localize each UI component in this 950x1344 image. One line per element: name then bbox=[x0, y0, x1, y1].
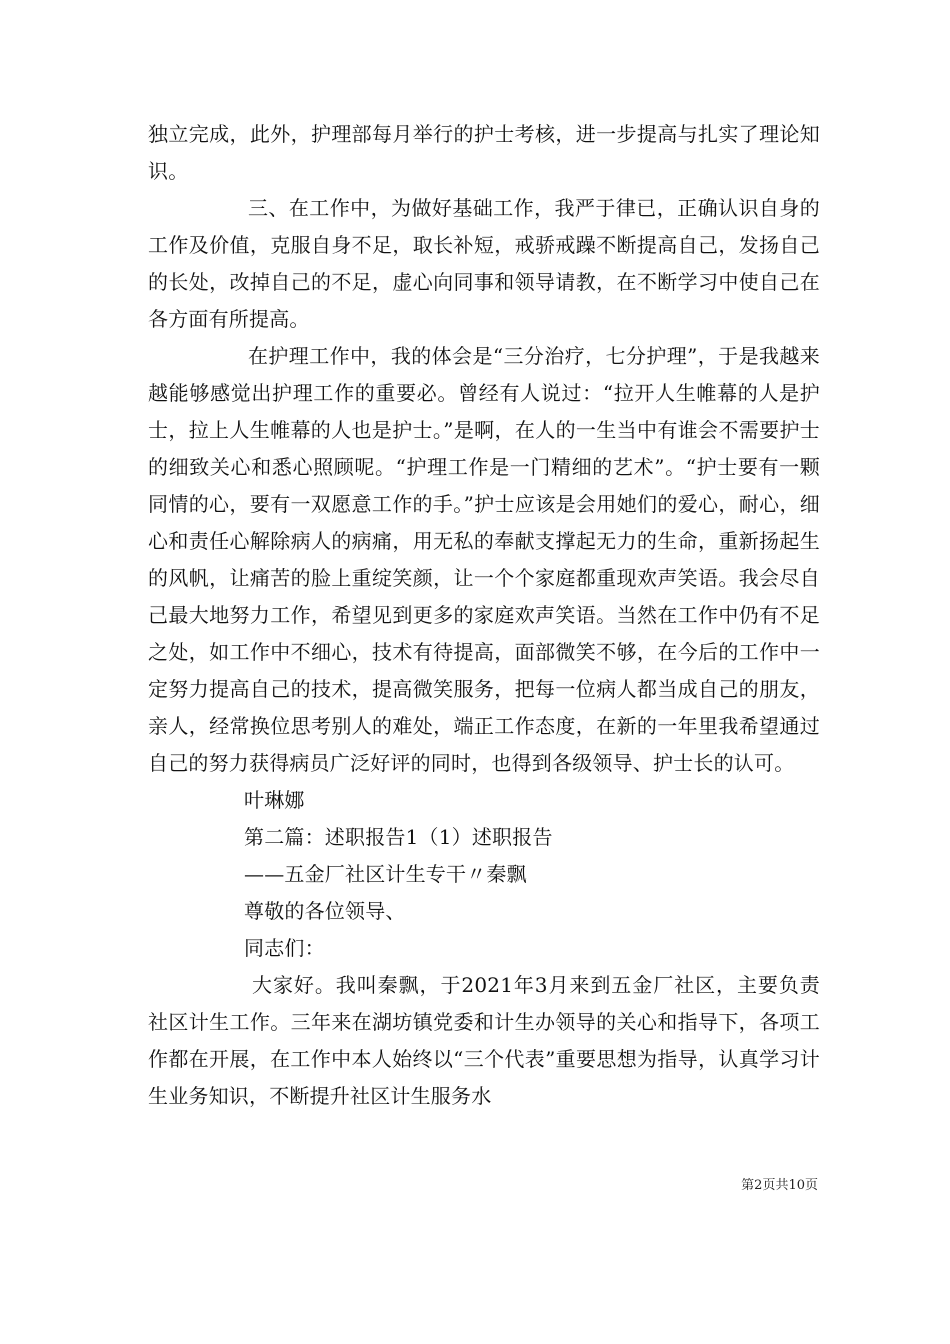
paragraph-continued: 独立完成，此外，护理部每月举行的护士考核，进一步提高与扎实了理论知识。 bbox=[148, 122, 820, 183]
author-name: 叶琳娜 bbox=[244, 788, 305, 812]
paragraph-introduction: 大家好。我叫秦飘，于2021年3月来到五金厂社区，主要负责社区计生工作。三年来在湖坊镇党委和计生办领导的关心和指导下，各项工作都在开展，在工作中本人始终以“三个代表”重要思想为指导，认真学习计生业务知识，不断提升社区计生服务水 bbox=[148, 973, 820, 1108]
page-number-footer: 第2页共10页 bbox=[741, 1178, 818, 1193]
paragraph-section-three: 三、在工作中，为做好基础工作，我严于律已，正确认识自身的工作及价值，克服自身不足，取长补短，戒骄戒躁不断提高自己，发扬自己的长处，改掉自己的不足，虚心向同事和领导请教，在不断学习中使自己在各方面有所提高。 bbox=[148, 196, 820, 331]
salutation-line-2: 同志们： bbox=[244, 936, 325, 960]
document-body bbox=[148, 116, 820, 1115]
paragraph-nursing-experience: 在护理工作中，我的体会是“三分治疗，七分护理”，于是我越来越能够感觉出护理工作的重要必。曾经有人说过：“拉开人生帷幕的人是护士，拉上人生帷幕的人也是护士。”是啊，在人的一生当中有谁会不需要护士的细致关心和悉心照顾呢。“护理工作是一门精细的艺术”。“护士要有一颗同情的心，要有一双愿意工作的手。”护士应该是会用她们的爱心，耐心，细心和责任心解除病人的病痛，用无私的奉献支撑起无力的生命，重新扬起生的风帆，让痛苦的脸上重绽笑颜，让一个个家庭都重现欢声笑语。我会尽自己最大地努力工作，希望见到更多的家庭欢声笑语。当然在工作中仍有不足之处，如工作中不细心，技术有待提高，面部微笑不够，在今后的工作中一定努力提高自己的技术，提高微笑服务，把每一位病人都当成自己的朋友，亲人，经常换位思考别人的难处，端正工作态度，在新的一年里我希望通过自己的努力获得病员广泛好评的同时，也得到各级领导、护士长的认可。 bbox=[148, 344, 820, 775]
section-subtitle: ——五金厂社区计生专干〃秦飘 bbox=[244, 862, 527, 886]
section-title: 第二篇：述职报告1（1）述职报告 bbox=[244, 825, 553, 849]
salutation-line-1: 尊敬的各位领导、 bbox=[244, 899, 406, 923]
